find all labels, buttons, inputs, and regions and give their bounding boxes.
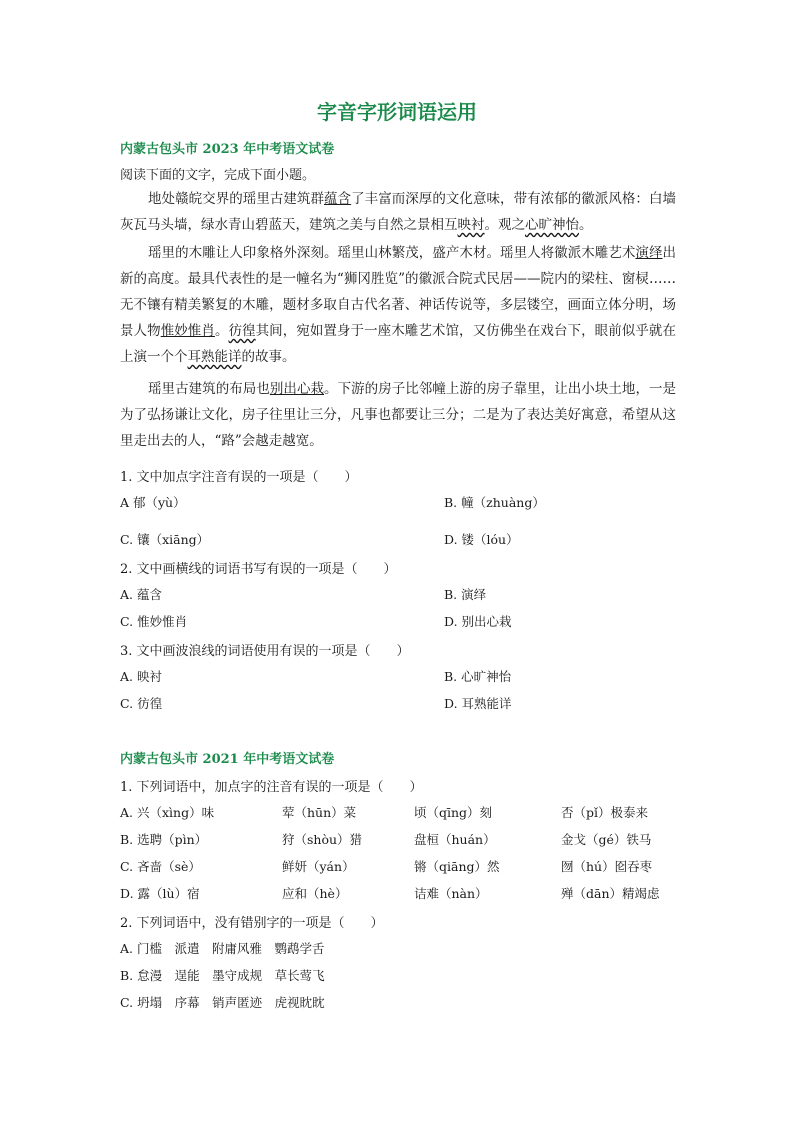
paragraph-1 [120,186,676,238]
text-run: 出新的高度。最具代表性的是一幢名为“狮冈胜览”的徽派合院式民居——院内的梁柱、窗棂……无不镶有精美繁复的木雕，题材多取自古代名著、神话传说等，多层镂空，画面立体分明，场景人物 [120,245,677,339]
question-2-option-d: D. 别出心栽 [444,614,512,629]
wavy-underlined-phrase: 彷徨 [228,323,256,339]
question-2021-2-stem: 2. 下列词语中，没有错别字的一项是（ ） [120,916,384,931]
pinyin-option-d1: D. 露（lù）宿 [120,886,200,901]
wavy-underlined-phrase: 心旷神怡 [525,217,579,233]
text-run: 了丰富而深厚的文化意味，带有浓郁的徽派风格：白墙灰瓦马头墙，绿水青山碧蓝天，建筑之美与自然之景相互 [120,191,677,233]
pinyin-option-c2: 鲜妍（yán） [282,859,355,874]
pinyin-option-d3: 诘难（nàn） [414,886,488,901]
pinyin-option-d2: 应和（hè） [282,886,348,901]
question-3-option-d: D. 耳熟能详 [444,696,512,711]
pinyin-option-c3: 锵（qiāng）然 [414,859,500,874]
underlined-phrase: 别出心栽 [269,381,325,397]
question-1-option-c: C. 镶（xiāng） [120,532,210,547]
wavy-underlined-phrase: 映衬 [457,217,485,233]
wavy-underlined-phrase: 耳熟能详 [187,349,242,365]
question-3-option-b: B. 心旷神怡 [444,669,512,684]
question-1-option-d: D. 镂（lóu） [444,532,519,547]
question-3-option-c: C. 彷徨 [120,696,163,711]
question-1-stem: 1. 文中加点字注音有误的一项是（ ） [120,470,358,485]
question-1-option-b: B. 幢（zhuàng） [444,495,545,510]
pinyin-option-b4: 金戈（gé）铁马 [561,832,652,847]
reading-instruction: 阅读下面的文字，完成下面小题。 [120,168,316,183]
pinyin-option-b2: 狩（shòu）猎 [282,832,363,847]
question-2-option-a: A. 蕴含 [120,587,162,602]
text-run: 瑶里古建筑的布局也 [148,381,270,397]
question-3-stem: 3. 文中画波浪线的词语使用有误的一项是（ ） [120,644,410,659]
typo-option-a: A. 门槛 派遣 附庸风雅 鹦鹉学舌 [120,941,325,956]
typo-option-b: B. 怠漫 逞能 墨守成规 草长莺飞 [120,968,325,983]
section-heading-2021: 内蒙古包头市 2021 年中考语文试卷 [120,752,335,767]
text-run: 地处赣皖交界的瑶里古建筑群 [148,191,325,207]
pinyin-option-c1: C. 吝啬（sè） [120,859,201,874]
typo-option-c: C. 坍塌 序幕 销声匿迹 虎视眈眈 [120,995,325,1010]
pinyin-option-c4: 囫（hú）囵吞枣 [561,859,653,874]
text-run: 的故事。 [241,349,296,365]
text-run: 。下游的房子比邻幢上游的房子靠里，让出小块土地，一是为了弘扬谦让文化，房子往里让三分，凡事也都要让三分；二是为了表达美好寓意，希望从这里走出去的人，“路”会越走越宽。 [120,381,677,449]
underlined-phrase: 演绎 [635,245,663,261]
underlined-phrase: 惟妙惟肖 [160,323,215,339]
text-run: 。观之 [484,217,525,233]
question-1-option-a: A 郁（yù） [120,495,186,510]
question-3-option-a: A. 映衬 [120,669,162,684]
question-2-option-c: C. 惟妙惟肖 [120,614,188,629]
paragraph-3 [120,376,676,454]
section-heading-2023: 内蒙古包头市 2023 年中考语文试卷 [120,142,335,157]
question-2-stem: 2. 文中画横线的词语书写有误的一项是（ ） [120,562,397,577]
question-2-option-b: B. 演绎 [444,587,487,602]
pinyin-option-b1: B. 选聘（pìn） [120,832,208,847]
underlined-phrase: 蕴含 [324,191,352,207]
text-run: 瑶里的木雕让人印象格外深刻。瑶里山林繁茂，盛产木材。瑶里人将徽派木雕艺术 [148,245,636,261]
pinyin-option-a3: 顷（qīng）刻 [414,805,493,820]
text-run: 。 [579,217,593,233]
pinyin-option-d4: 殚（dān）精竭虑 [561,886,660,901]
text-run: 。 [214,323,229,339]
text-run: 其间，宛如置身于一座木雕艺术馆，又仿佛坐在戏台下，眼前似乎就在上演一个个 [120,323,676,365]
pinyin-option-a4: 否（pǐ）极泰来 [561,805,648,820]
pinyin-option-a2: 荤（hūn）菜 [282,805,357,820]
question-2021-1-stem: 1. 下列词语中，加点字的注音有误的一项是（ ） [120,780,423,795]
paragraph-2 [120,240,676,370]
page-title: 字音字形词语运用 [317,100,477,124]
pinyin-option-a1: A. 兴（xìng）味 [120,805,215,820]
pinyin-option-b3: 盘桓（huán） [414,832,496,847]
